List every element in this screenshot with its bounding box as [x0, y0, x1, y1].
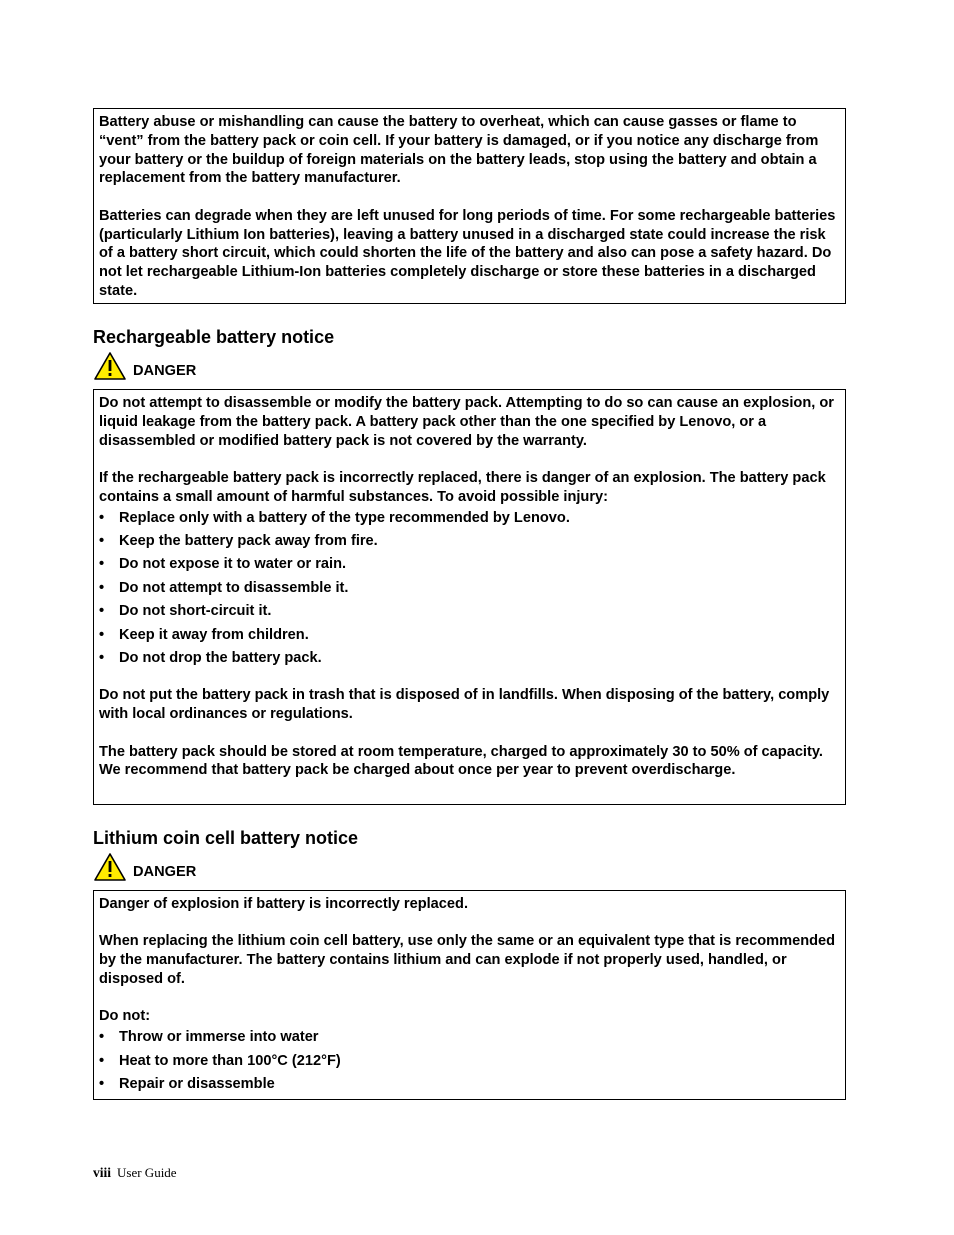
section-heading-coin-cell: Lithium coin cell battery notice — [93, 828, 359, 848]
danger-paragraph: The battery pack should be stored at room temperature, charged to approximately 30 to 50% of capacity. We recommend that battery pack be charged about once per year to prevent overdischarge. — [99, 743, 823, 779]
bullet: • — [99, 1052, 105, 1069]
coin-cell-danger-box — [93, 890, 846, 1100]
warning-triangle-icon — [93, 852, 127, 882]
document-title: User Guide — [117, 1165, 177, 1180]
warning-triangle-icon — [93, 351, 127, 381]
bullet: • — [99, 579, 105, 596]
list-item: • Do not expose it to water or rain. — [99, 556, 347, 573]
battery-abuse-notice-box — [93, 108, 846, 304]
list-item: • Throw or immerse into water — [99, 1029, 319, 1046]
danger-row — [93, 349, 846, 381]
danger-paragraph: Do not attempt to disassemble or modify the battery pack. Attempting to do so can cause an explosion, or liquid leakage from the battery pack. A battery pack other than the one specified by Lenovo, or a disassembled or modified battery pack is not covered by the warranty. — [99, 395, 834, 449]
list-item: • Heat to more than 100°C (212°F) — [99, 1052, 341, 1069]
danger-paragraph: Danger of explosion if battery is incorrectly replaced. — [99, 896, 469, 912]
list-item: • Keep the battery pack away from fire. — [99, 532, 378, 549]
page-footer — [93, 1165, 177, 1181]
bullet: • — [99, 509, 105, 526]
danger-paragraph: If the rechargeable battery pack is incorrectly replaced, there is danger of an explosion. The battery pack contains a small amount of harmful substances. To avoid possible injury: — [99, 469, 826, 505]
do-not-list — [99, 1028, 837, 1094]
rechargeable-danger-box — [93, 389, 846, 805]
danger-paragraph: Do not put the battery pack in trash that is disposed of in landfills. When disposing of the battery, comply with local ordinances or regulations. — [99, 687, 830, 723]
bullet: • — [99, 1075, 105, 1092]
list-item: • Replace only with a battery of the type recommended by Lenovo. — [99, 509, 570, 526]
danger-label: DANGER — [133, 864, 197, 880]
bullet: • — [99, 1029, 105, 1046]
notice-paragraph: Battery abuse or mishandling can cause the battery to overheat, which can cause gasses or flame to “vent” from the battery pack or coin cell. If your battery is damaged, or if you notice any discharge from your battery or the buildup of foreign materials on the battery leads, stop using the battery and obtain a replacement from the battery manufacturer. — [99, 114, 819, 187]
bullet: • — [99, 626, 105, 643]
precaution-list — [99, 509, 837, 668]
list-item: • Keep it away from children. — [99, 626, 309, 643]
list-item: • Do not attempt to disassemble it. — [99, 579, 349, 596]
danger-paragraph: Do not: — [99, 1008, 151, 1025]
section-heading-rechargeable: Rechargeable battery notice — [93, 327, 335, 347]
bullet: • — [99, 556, 105, 573]
list-item: • Do not short-circuit it. — [99, 603, 272, 620]
list-item: • Repair or disassemble — [99, 1075, 275, 1092]
page-number: viii — [93, 1165, 112, 1180]
list-item: • Do not drop the battery pack. — [99, 649, 322, 666]
danger-label: DANGER — [133, 363, 197, 379]
notice-paragraph: Batteries can degrade when they are left unused for long periods of time. For some rechargeable batteries (particularly Lithium Ion batteries), leaving a battery unused in a discharged state could increase the risk of a battery short circuit, which could shorten the life of the battery and also can pose a safety hazard. Do not let rechargeable Lithium-Ion batteries completely discharge or store these batteries in a discharged state. — [99, 207, 836, 299]
bullet: • — [99, 603, 105, 620]
page-content — [93, 108, 846, 1100]
danger-row — [93, 850, 846, 882]
danger-paragraph: When replacing the lithium coin cell battery, use only the same or an equivalent type that is recommended by the manufacturer. The battery contains lithium and can explode if not properly used, handled, or disposed of. — [99, 933, 836, 987]
bullet: • — [99, 649, 105, 666]
bullet: • — [99, 532, 105, 549]
